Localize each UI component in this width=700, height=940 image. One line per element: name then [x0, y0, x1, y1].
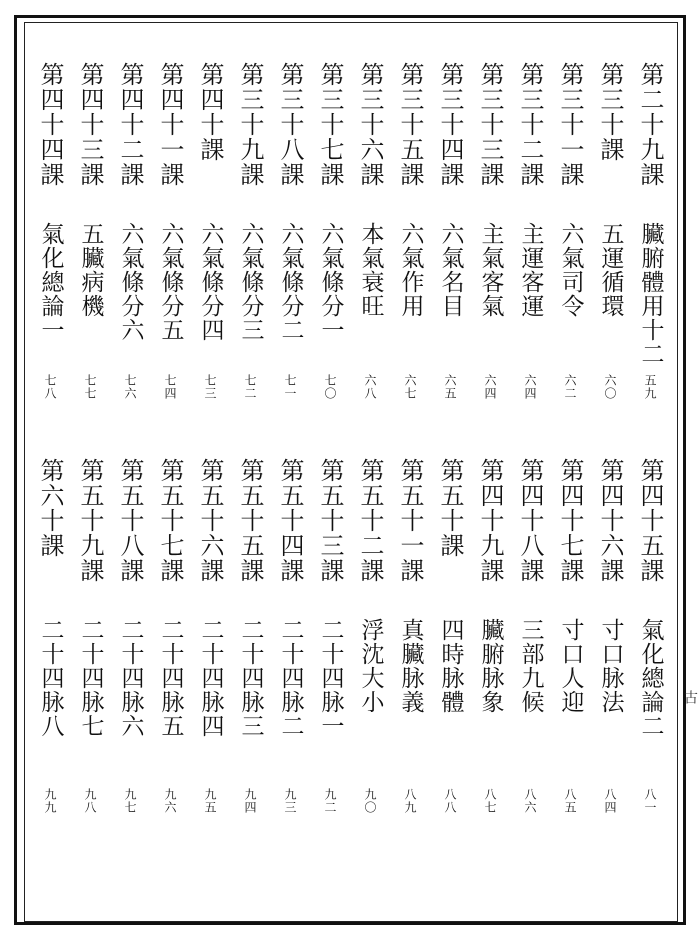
- page-number: 六五: [443, 374, 457, 400]
- lesson-title: 二十四脉二: [277, 618, 304, 738]
- toc-entry: [272, 62, 308, 402]
- toc-entry: [232, 458, 268, 818]
- lesson-number: 第五十一課: [396, 458, 424, 583]
- page-number: 九九: [43, 788, 57, 814]
- toc-lower-section: [30, 458, 670, 818]
- lesson-title: 二十四脉六: [117, 618, 144, 738]
- toc-entry: [112, 62, 148, 402]
- toc-entry: [552, 62, 588, 402]
- page-number: 八七: [483, 788, 497, 814]
- lesson-number: 第四十三課: [76, 62, 104, 187]
- lesson-number: 第五十九課: [76, 458, 104, 583]
- toc-entry: [472, 458, 508, 818]
- toc-entry: [432, 458, 468, 818]
- page-number: 九四: [243, 788, 257, 814]
- toc-entry: [432, 62, 468, 402]
- lesson-title: 六氣條分一: [317, 222, 344, 342]
- toc-entry: [592, 458, 628, 818]
- lesson-title: 六氣條分六: [117, 222, 144, 342]
- page-number: 七八: [43, 374, 57, 400]
- lesson-number: 第四十五課: [636, 458, 664, 583]
- toc-entry: [232, 62, 268, 402]
- lesson-title: 氣化總論二: [637, 618, 664, 738]
- lesson-number: 第四十六課: [596, 458, 624, 583]
- toc-upper-section: [30, 62, 670, 402]
- lesson-title: 浮沈大小: [357, 618, 384, 714]
- lesson-number: 第三十八課: [276, 62, 304, 187]
- toc-entry: [352, 62, 388, 402]
- lesson-title: 六氣條分四: [197, 222, 224, 342]
- toc-entry: [392, 458, 428, 818]
- lesson-number: 第五十七課: [156, 458, 184, 583]
- toc-entry: [632, 62, 668, 402]
- page-number: 五九: [643, 374, 657, 400]
- page-number: 九七: [123, 788, 137, 814]
- page-number: 七四: [163, 374, 177, 400]
- lesson-title: 寸口脉法: [597, 618, 624, 714]
- page-number: 九六: [163, 788, 177, 814]
- page-number: 六二: [563, 374, 577, 400]
- lesson-number: 第四十九課: [476, 458, 504, 583]
- lesson-number: 第五十五課: [236, 458, 264, 583]
- toc-entry: [512, 62, 548, 402]
- lesson-number: 第五十課: [436, 458, 464, 558]
- lesson-number: 第四十八課: [516, 458, 544, 583]
- page-number: 七七: [83, 374, 97, 400]
- lesson-number: 第二十九課: [636, 62, 664, 187]
- lesson-number: 第三十課: [596, 62, 624, 162]
- lesson-title: 寸口人迎: [557, 618, 584, 714]
- lesson-title: 二十四脉一: [317, 618, 344, 738]
- toc-entry: [32, 458, 68, 818]
- lesson-number: 第三十三課: [476, 62, 504, 187]
- lesson-title: 二十四脉三: [237, 618, 264, 738]
- lesson-number: 第五十八課: [116, 458, 144, 583]
- toc-entry: [192, 62, 228, 402]
- page-number: 九二: [323, 788, 337, 814]
- lesson-number: 第五十二課: [356, 458, 384, 583]
- page-number: 七一: [283, 374, 297, 400]
- page-number: 六八: [363, 374, 377, 400]
- lesson-title: 二十四脉四: [197, 618, 224, 738]
- page-number: 九三: [283, 788, 297, 814]
- page-number: 八六: [523, 788, 537, 814]
- page-number: 九五: [203, 788, 217, 814]
- page-edge-mark: 古: [682, 690, 698, 704]
- lesson-title: 臟腑體用十二: [637, 222, 664, 366]
- lesson-number: 第五十四課: [276, 458, 304, 583]
- toc-entry: [72, 458, 108, 818]
- lesson-title: 主氣客氣: [477, 222, 504, 318]
- lesson-title: 六氣條分二: [277, 222, 304, 342]
- lesson-number: 第五十六課: [196, 458, 224, 583]
- lesson-title: 二十四脉七: [77, 618, 104, 738]
- toc-entry: [152, 458, 188, 818]
- page-number: 七二: [243, 374, 257, 400]
- toc-entry: [312, 458, 348, 818]
- page-number: 六七: [403, 374, 417, 400]
- toc-entry: [352, 458, 388, 818]
- lesson-title: 真臟脉義: [397, 618, 424, 714]
- page-number: 八四: [603, 788, 617, 814]
- toc-entry: [512, 458, 548, 818]
- lesson-title: 六氣作用: [397, 222, 424, 318]
- lesson-number: 第四十七課: [556, 458, 584, 583]
- lesson-number: 第三十九課: [236, 62, 264, 187]
- page-number: 六四: [523, 374, 537, 400]
- lesson-number: 第四十二課: [116, 62, 144, 187]
- toc-entry: [272, 458, 308, 818]
- lesson-title: 主運客運: [517, 222, 544, 318]
- lesson-title: 二十四脉八: [37, 618, 64, 738]
- lesson-title: 二十四脉五: [157, 618, 184, 738]
- lesson-number: 第四十四課: [36, 62, 64, 187]
- page-number: 七六: [123, 374, 137, 400]
- lesson-number: 第三十二課: [516, 62, 544, 187]
- lesson-title: 五臟病機: [77, 222, 104, 318]
- page-number: 八九: [403, 788, 417, 814]
- toc-entry: [152, 62, 188, 402]
- lesson-title: 本氣衰旺: [357, 222, 384, 318]
- lesson-number: 第四十一課: [156, 62, 184, 187]
- lesson-number: 第五十三課: [316, 458, 344, 583]
- toc-entry: [112, 458, 148, 818]
- toc-entry: [472, 62, 508, 402]
- lesson-number: 第四十課: [196, 62, 224, 162]
- toc-entry: [72, 62, 108, 402]
- lesson-title: 六氣司令: [557, 222, 584, 318]
- toc-entry: [312, 62, 348, 402]
- page-number: 八一: [643, 788, 657, 814]
- lesson-title: 六氣條分五: [157, 222, 184, 342]
- toc-entry: [392, 62, 428, 402]
- lesson-number: 第三十四課: [436, 62, 464, 187]
- lesson-number: 第三十一課: [556, 62, 584, 187]
- lesson-title: 六氣名目: [437, 222, 464, 318]
- page-number: 八八: [443, 788, 457, 814]
- lesson-number: 第六十課: [36, 458, 64, 558]
- toc-entry: [552, 458, 588, 818]
- toc-entry: [592, 62, 628, 402]
- lesson-title: 六氣條分三: [237, 222, 264, 342]
- lesson-title: 臟腑脉象: [477, 618, 504, 714]
- lesson-number: 第三十五課: [396, 62, 424, 187]
- lesson-title: 三部九候: [517, 618, 544, 714]
- page-number: 七〇: [323, 374, 337, 400]
- toc-entry: [192, 458, 228, 818]
- page-number: 七三: [203, 374, 217, 400]
- page-number: 八五: [563, 788, 577, 814]
- page-number: 九〇: [363, 788, 377, 814]
- page-number: 六〇: [603, 374, 617, 400]
- toc-entry: [632, 458, 668, 818]
- lesson-title: 四時脉體: [437, 618, 464, 714]
- lesson-title: 氣化總論一: [37, 222, 64, 342]
- page-number: 九八: [83, 788, 97, 814]
- lesson-number: 第三十六課: [356, 62, 384, 187]
- page-number: 六四: [483, 374, 497, 400]
- lesson-number: 第三十七課: [316, 62, 344, 187]
- toc-entry: [32, 62, 68, 402]
- lesson-title: 五運循環: [597, 222, 624, 318]
